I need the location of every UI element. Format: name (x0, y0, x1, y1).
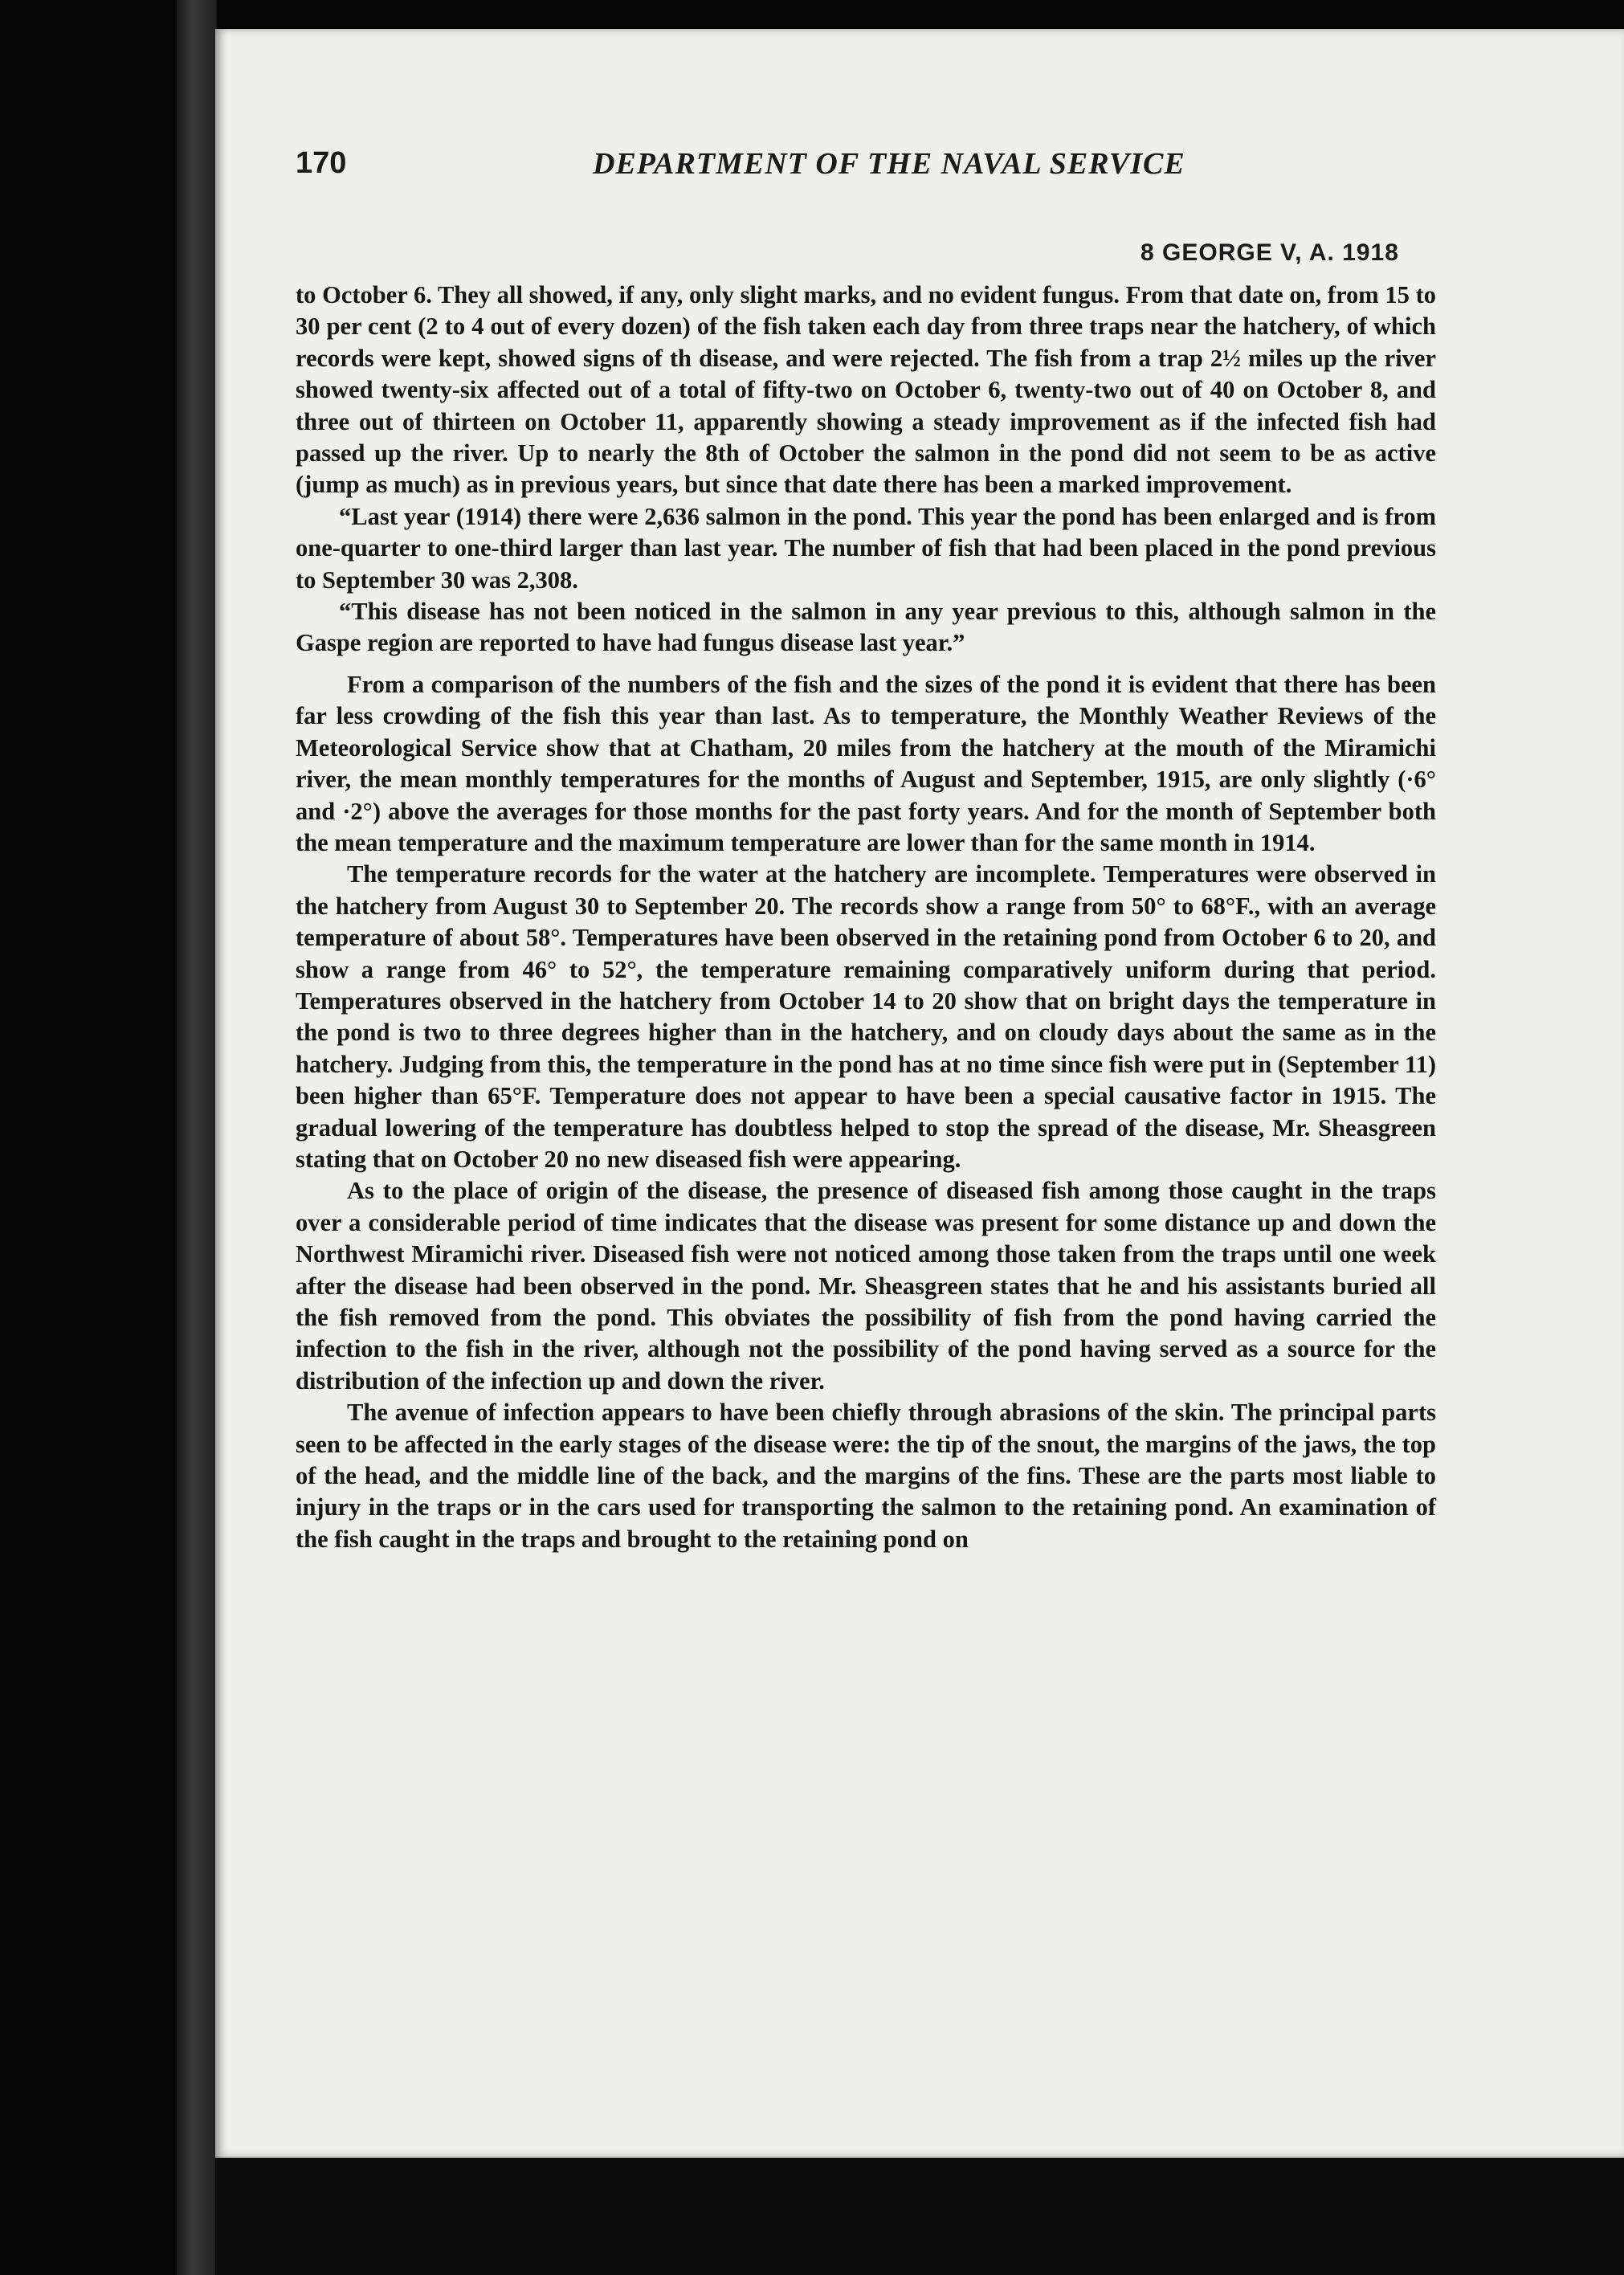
page-header (296, 146, 1500, 186)
page-number: 170 (296, 146, 347, 180)
session-reference: 8 GEORGE V, A. 1918 (1140, 239, 1399, 266)
body-paragraph: The temperature records for the water at the hatchery are incomplete. Temperatures were observed in the hatchery from August 30 to September 20. The records show a range from 50° to 68°F., with an average temperature of about 58°. Temperatures have been observed in the retaining pond from October 6 to 20, and show a range from 46° to 52°, the temperature remaining comparatively uniform during that period. Temperatures observed in the hatchery from October 14 to 20 show that on bright days the temperature in the pond is two to three degrees higher than in the hatchery, and on cloudy days about the same as in the hatchery. Judging from this, the temperature in the pond has at no time since fish were put in (September 11) been higher than 65°F. Temperature does not appear to have been a special causative factor in 1915. The gradual lowering of the temperature has doubtless helped to stop the spread of the disease, Mr. Sheasgreen stating that on October 20 no new diseased fish were appearing. (296, 860, 1436, 1173)
running-title: DEPARTMENT OF THE NAVAL SERVICE (593, 147, 1185, 181)
page-bottom-shadow (215, 2158, 1624, 2275)
body-paragraph: From a comparison of the numbers of the fish and the sizes of the pond it is evident that there has been far less crowding of the fish this year than last. As to temperature, the Monthly Weather Reviews of the Meteorological Service show that at Chatham, 20 miles from the hatchery at the mouth of the Miramichi river, the mean monthly temperatures for the months of August and September, 1915, are only slightly (·6° and ·2°) above the averages for those months for the past forty years. And for the month of September both the mean temperature and the maximum temperature are lower than for the same month in 1914. (296, 670, 1436, 856)
quoted-paragraph: “This disease has not been noticed in the salmon in any year previous to this, although salmon in the Gaspe region are reported to have had fungus disease last year.” (296, 598, 1436, 657)
quoted-paragraph: to October 6. They all showed, if any, only slight marks, and no evident fungus. From that date on, from 15 to 30 per cent (2 to 4 out of every dozen) of the fish taken each day from three traps near the hatchery, of which records were kept, showed signs of th disease, and were rejected. The fish from a trap 2½ miles up the river showed twenty-six affected out of a total of fifty-two on October 6, twenty-two out of 40 on October 8, and three out of thirteen on October 11, apparently showing a steady improvement as if the infected fish had passed up the river. Up to nearly the 8th of October the salmon in the pond did not seem to be as active (jump as much) as in previous years, but since that date there has been a marked improvement. (296, 281, 1436, 499)
book-binding-shadow (177, 0, 217, 2275)
page-body (296, 280, 1436, 1555)
page-sheet (215, 29, 1624, 2158)
body-paragraph: As to the place of origin of the disease, the presence of diseased fish among those caught in the traps over a considerable period of time indicates that the disease was present for some distance up and down the Northwest Miramichi river. Diseased fish were not noticed among those taken from the traps until one week after the disease had been observed in the pond. Mr. Sheasgreen states that he and his assistants buried all the fish removed from the pond. This obviates the possibility of fish from the pond having carried the infection to the fish in the river, although not the possibility of the pond having served as a source for the distribution of the infection up and down the river. (296, 1177, 1436, 1395)
quoted-paragraph: “Last year (1914) there were 2,636 salmon in the pond. This year the pond has been enlarged and is from one-quarter to one-third larger than last year. The number of fish that had been placed in the pond previous to September 30 was 2,308. (296, 502, 1436, 594)
body-paragraph: The avenue of infection appears to have been chiefly through abrasions of the skin. The principal parts seen to be affected in the early stages of the disease were: the tip of the snout, the margins of the jaws, the top of the head, and the middle line of the back, and the margins of the fins. These are the parts most liable to injury in the traps or in the cars used for transporting the salmon to the retaining pond. An examination of the fish caught in the traps and brought to the retaining pond on (296, 1399, 1436, 1553)
